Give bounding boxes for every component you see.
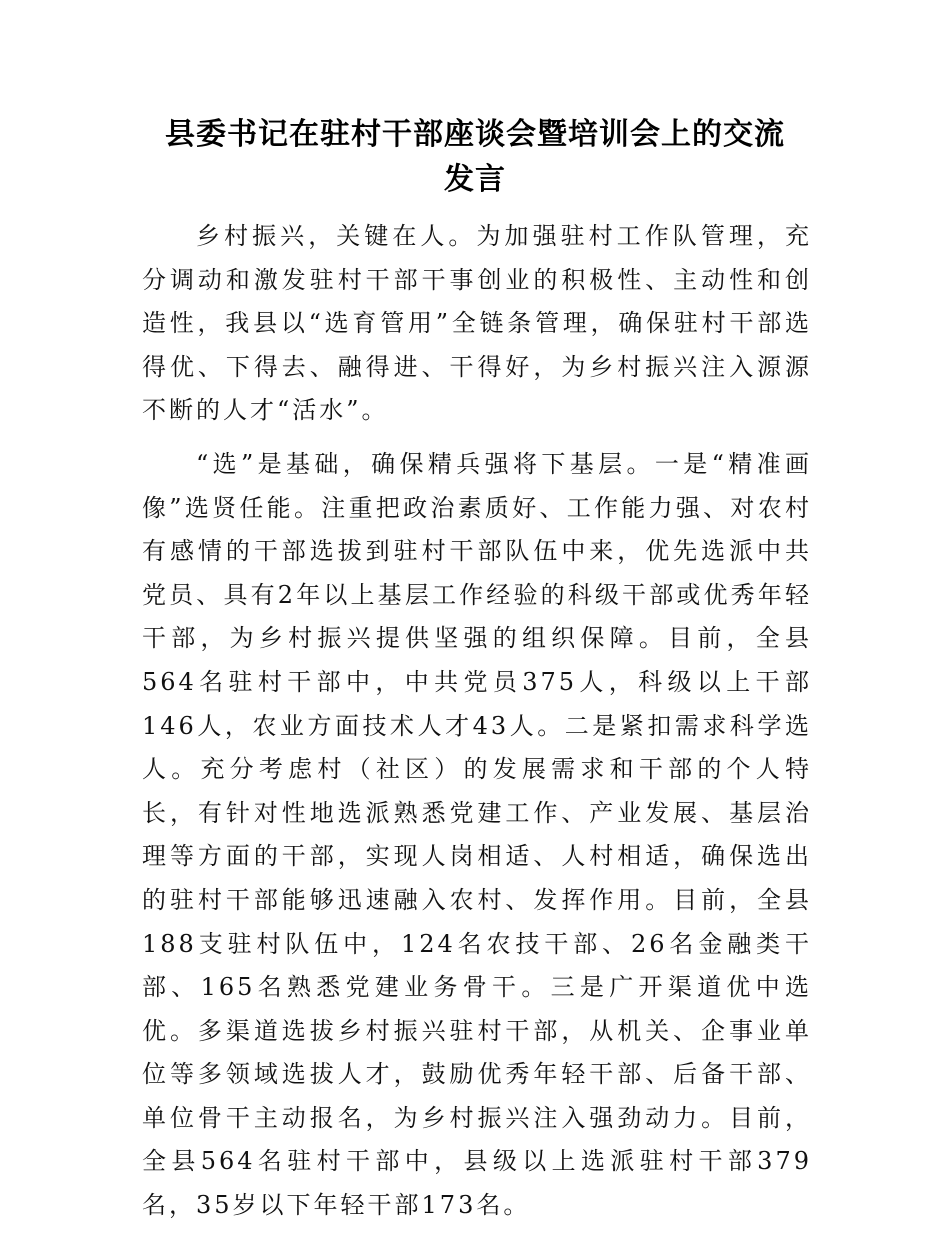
title-line-1: 县委书记在驻村干部座谈会暨培训会上的交流: [165, 117, 785, 152]
document-title: [140, 112, 810, 202]
title-line-2: 发言: [444, 162, 506, 197]
paragraph-intro: 乡村振兴，关键在人。为加强驻村工作队管理，充分调动和激发驻村干部干事创业的积极性、主动性和创造性，我县以“选育管用”全链条管理，确保驻村干部选得优、下得去、融得进、干得好，为乡村振兴注入源源不断的人才“活水”。: [142, 222, 812, 425]
paragraph-selection: “选”是基础，确保精兵强将下基层。一是“精准画像”选贤任能。注重把政治素质好、工作能力强、对农村有感情的干部选拔到驻村干部队伍中来，优先选派中共党员、具有2年以上基层工作经验的科级干部或优秀年轻干部，为乡村振兴提供坚强的组织保障。目前，全县564名驻村干部中，中共党员375人，科级以上干部146人，农业方面技术人才43人。二是紧扣需求科学选人。充分考虑村（社区）的发展需求和干部的个人特长，有针对性地选派熟悉党建工作、产业发展、基层治理等方面的干部，实现人岗相适、人村相适，确保选出的驻村干部能够迅速融入农村、发挥作用。目前，全县188支驻村队伍中，124名农技干部、26名金融类干部、165名熟悉党建业务骨干。三是广开渠道优中选优。多渠道选拔乡村振兴驻村干部，从机关、企事业单位等多领域选拔人才，鼓励优秀年轻干部、后备干部、单位骨干主动报名，为乡村振兴注入强劲动力。目前，全县564名驻村干部中，县级以上选派驻村干部379名，35岁以下年轻干部173名。: [142, 449, 812, 1220]
document-body: [142, 215, 812, 1238]
